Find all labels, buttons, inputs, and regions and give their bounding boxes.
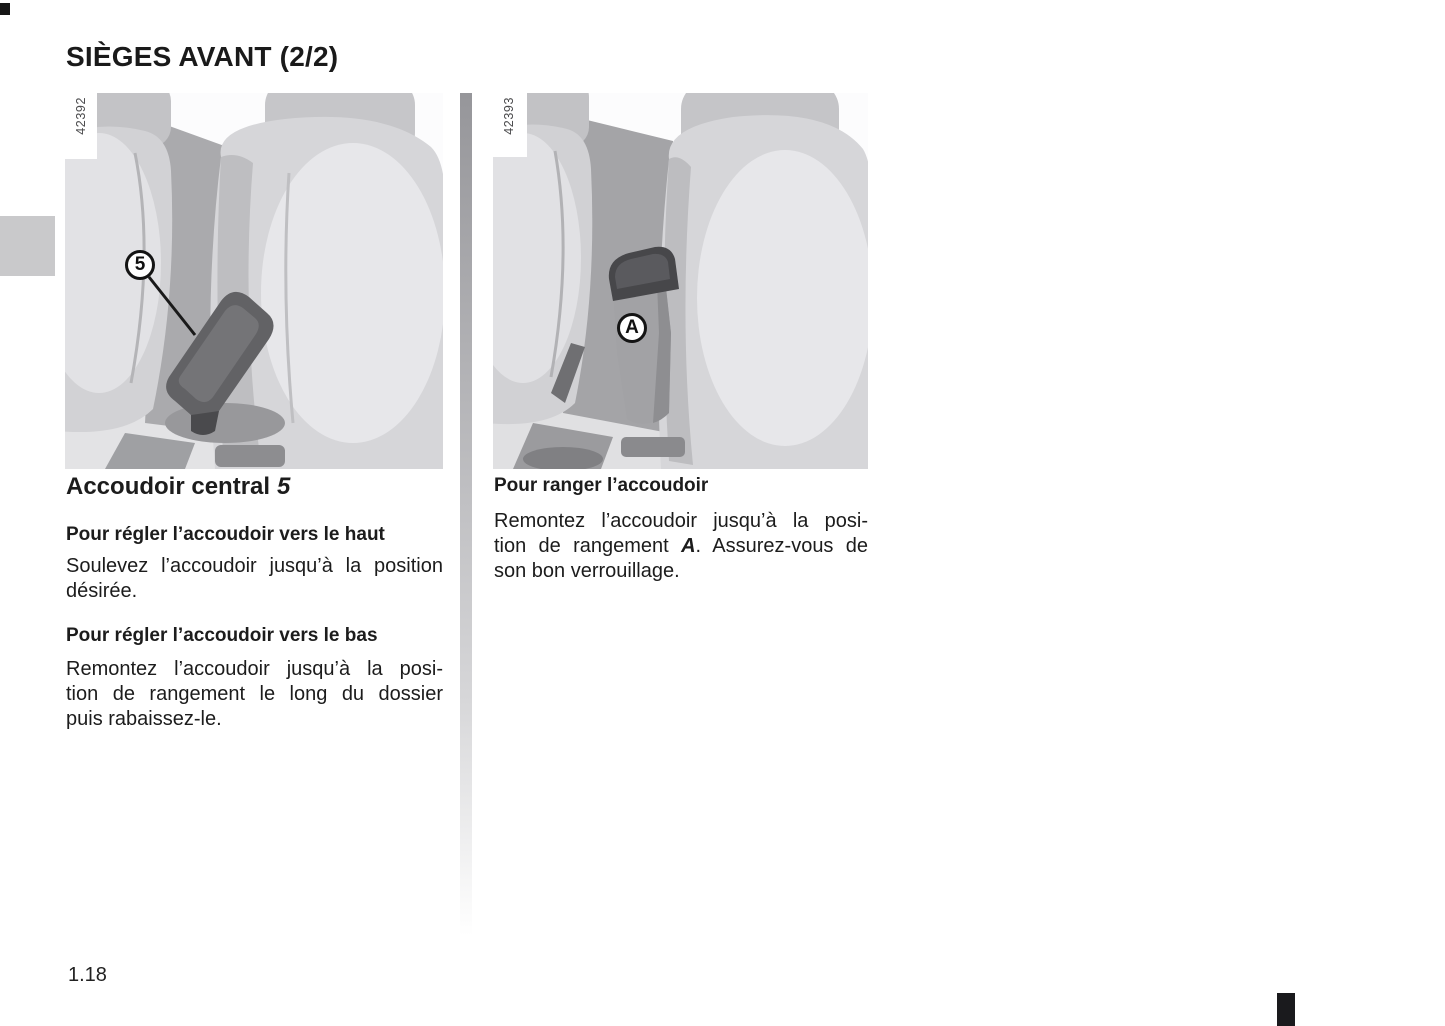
paragraph-line: tion de rangement le long du dossier [66,683,443,705]
seat-illustration-deployed [65,93,443,469]
position-ref-a: A [681,535,696,557]
paragraph-line: désirée. [66,580,138,602]
callout-a: A [617,313,647,343]
figure-armrest-stowed [493,93,868,469]
paragraph-line: puis rabaissez-le. [66,708,222,730]
paragraph-line: Remontez l’accoudoir jusqu’à la posi- [494,510,868,532]
page-title: SIÈGES AVANT (2/2) [66,41,339,72]
figure-id-label: 42392 [74,97,88,135]
paragraph-line-pre: tion de rangement [494,535,682,557]
chapter-edge-tab [0,216,55,276]
paragraph-line: son bon verrouillage. [494,560,680,582]
section-heading-text: Accoudoir central [66,473,271,500]
seat-illustration-stowed [493,93,868,469]
section-heading-ref-5: 5 [277,473,291,500]
subheading-regler-haut: Pour régler l’accoudoir vers le haut [66,524,385,545]
paragraph-regler-bas [66,657,443,732]
page-number: 1.18 [68,964,107,986]
column-divider [460,93,472,953]
section-heading-accoudoir-central [66,473,443,501]
paragraph-line [494,534,868,559]
figure-id-label: 42393 [502,97,516,135]
paragraph-line-post: . Assurez-vous de [695,535,868,557]
paragraph-line: Soulevez l’accoudoir jusqu’à la position [66,555,443,577]
scan-corner-mark [0,3,10,15]
paragraph-line: Remontez l’accoudoir jusqu’à la posi- [66,658,443,680]
paragraph-regler-haut [66,554,443,604]
paragraph-ranger-accoudoir [494,509,868,584]
subheading-regler-bas: Pour régler l’accoudoir vers le bas [66,625,378,646]
subheading-ranger-accoudoir: Pour ranger l’accoudoir [494,475,709,496]
print-registration-mark [1277,993,1295,1026]
callout-5: 5 [125,250,155,280]
figure-armrest-deployed [65,93,443,469]
